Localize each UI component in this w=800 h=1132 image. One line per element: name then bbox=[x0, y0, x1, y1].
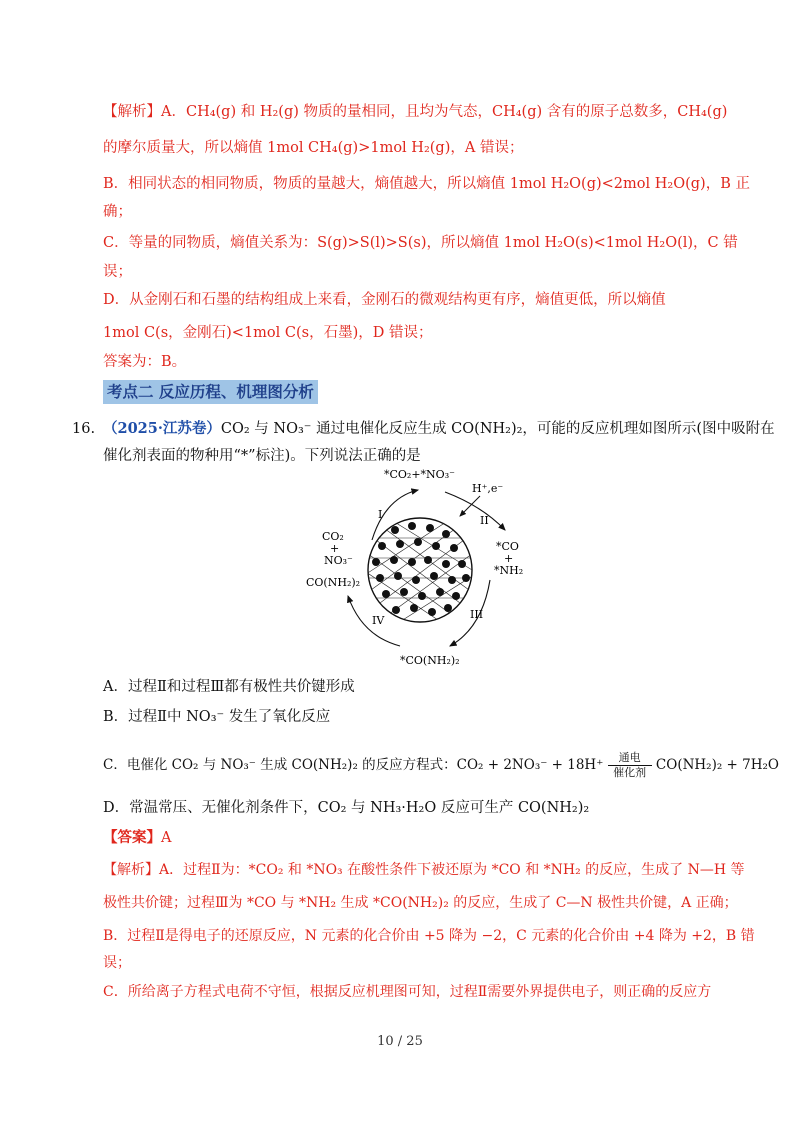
analysis-line-5: C．所给离子方程式电荷不守恒，根据反应机理图可知，过程Ⅱ需要外界提供电子，则正确的反应方 bbox=[103, 984, 712, 1000]
diagram-label-top: *CO₂+*NO₃⁻ bbox=[384, 468, 455, 481]
prev-analysis-line-8: 1mol C(s，金刚石)<1mol C(s，石墨)，D 错误； bbox=[103, 325, 433, 341]
diagram-label-co-ads: *CO bbox=[496, 540, 519, 553]
analysis-line-3: B．过程Ⅱ是得电子的还原反应，N 元素的化合价由 +5 降为 −2，C 元素的化合价由 +4 降为 +2，B 错 bbox=[103, 928, 755, 944]
question-source: （2025·江苏卷） bbox=[103, 420, 221, 437]
diagram-label-urea-ads: *CO(NH₂)₂ bbox=[400, 654, 460, 667]
prev-analysis-line-6: 误； bbox=[103, 264, 132, 280]
diagram-label-co2: CO₂ bbox=[322, 530, 344, 543]
condition-bottom: 催化剂 bbox=[613, 766, 647, 779]
diagram-label-nh2-ads: *NH₂ bbox=[494, 564, 524, 577]
condition-top: 通电 bbox=[618, 751, 641, 764]
analysis-line-1: 【解析】A．过程Ⅱ为：*CO₂ 和 *NO₃ 在酸性条件下被还原为 *CO 和 *NH₂ 的反应，生成了 N—H 等 bbox=[103, 862, 745, 878]
question-stem-line-1 bbox=[103, 418, 775, 440]
answer-value: A bbox=[161, 830, 172, 846]
analysis-line-4: 误； bbox=[103, 955, 131, 971]
page-number: 10 / 25 bbox=[377, 1034, 423, 1049]
option-c-post: CO(NH₂)₂ + 7H₂O bbox=[655, 757, 779, 773]
arrow-step-II bbox=[445, 492, 505, 530]
prev-analysis-line-2: 的摩尔质量大，所以熵值 1mol CH₄(g)>1mol H₂(g)，A 错误； bbox=[103, 140, 524, 156]
section-title: 考点二 反应历程、机理图分析 bbox=[103, 380, 318, 404]
diagram-roman-I: I bbox=[378, 508, 383, 521]
answer-line bbox=[103, 827, 171, 849]
prev-answer: 答案为：B。 bbox=[103, 354, 187, 370]
option-b: B．过程Ⅱ中 NO₃⁻ 发生了氧化反应 bbox=[103, 709, 331, 725]
arrow-electron-input bbox=[460, 496, 480, 516]
question-stem-line-2: 催化剂表面的物种用“*”标注)。下列说法正确的是 bbox=[103, 448, 421, 464]
option-c bbox=[103, 752, 779, 779]
option-d: D．常温常压、无催化剂条件下，CO₂ 与 NH₃·H₂O 反应可生产 CO(NH₂)₂ bbox=[103, 800, 590, 816]
diagram-label-h-e: H⁺,e⁻ bbox=[472, 482, 504, 495]
analysis-line-2: 极性共价键；过程Ⅲ为 *CO 与 *NH₂ 生成 *CO(NH₂)₂ 的反应，生成了 C—N 极性共价键，A 正确； bbox=[103, 895, 738, 911]
diagram-label-left-plus: + bbox=[330, 542, 340, 555]
option-c-pre: C．电催化 CO₂ 与 NO₃⁻ 生成 CO(NH₂)₂ 的反应方程式：CO₂ + 2NO₃⁻ + 18H⁺ bbox=[103, 757, 604, 773]
diagram-roman-IV: IV bbox=[372, 614, 385, 627]
answer-label: 【答案】 bbox=[103, 829, 161, 846]
question-number: 16. bbox=[72, 421, 96, 437]
diagram-label-no3: NO₃⁻ bbox=[324, 554, 353, 567]
prev-analysis-line-7: D．从金刚石和石墨的结构组成上来看，金刚石的微观结构更有序，熵值更低，所以熵值 bbox=[103, 292, 666, 308]
diagram-roman-III: III bbox=[470, 608, 484, 621]
prev-analysis-line-4: 确； bbox=[103, 204, 132, 220]
diagram-label-urea: CO(NH₂)₂ bbox=[306, 576, 361, 589]
reaction-condition bbox=[608, 752, 652, 779]
option-a: A．过程Ⅱ和过程Ⅲ都有极性共价键形成 bbox=[103, 679, 355, 695]
prev-analysis-line-1: 【解析】A．CH₄(g) 和 H₂(g) 物质的量相同，且均为气态，CH₄(g) 含有的原子总数多，CH₄(g) bbox=[103, 104, 728, 120]
reaction-mechanism-diagram bbox=[300, 468, 540, 668]
prev-analysis-line-3: B．相同状态的相同物质，物质的量越大，熵值越大，所以熵值 1mol H₂O(g)<2mol H₂O(g)，B 正 bbox=[103, 176, 750, 192]
diagram-roman-II: II bbox=[480, 514, 489, 527]
prev-analysis-line-5: C．等量的同物质，熵值关系为：S(g)>S(l)>S(s)，所以熵值 1mol H₂O(s)<1mol H₂O(l)，C 错 bbox=[103, 235, 738, 251]
diagram-label-right-plus: + bbox=[504, 552, 514, 565]
question-stem-1: CO₂ 与 NO₃⁻ 通过电催化反应生成 CO(NH₂)₂，可能的反应机理如图所示(图中吸附在 bbox=[220, 421, 775, 437]
catalyst-sphere bbox=[368, 518, 472, 622]
